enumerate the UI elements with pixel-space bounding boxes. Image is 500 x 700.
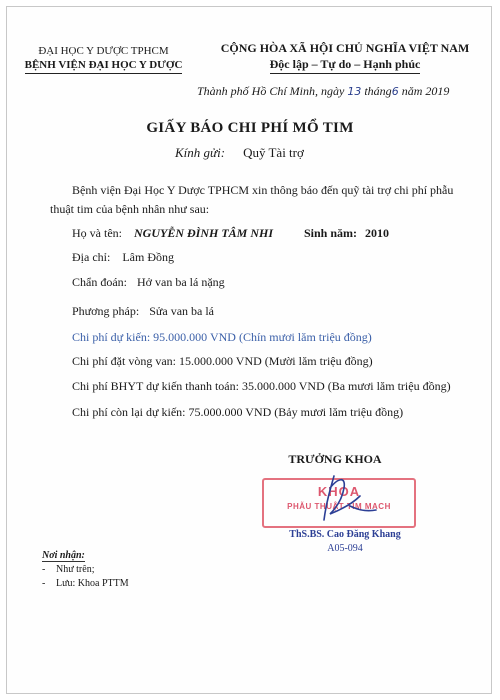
diagnosis-label: Chẩn đoán: (72, 275, 127, 289)
recipients-title: Nơi nhận: (42, 550, 85, 561)
ring-cost-words: (Mười lăm triệu đồng) (264, 354, 373, 368)
org-line-1: ĐẠI HỌC Y DƯỢC TPHCM (38, 45, 169, 57)
insurance-cost-row (72, 379, 451, 394)
ring-cost-label: Chi phí đặt vòng van: (72, 354, 176, 368)
doctor-code: A05-094 (327, 543, 363, 554)
insurance-cost-words: (Ba mươi lăm triệu đồng) (327, 379, 451, 393)
date-month-label: tháng (364, 84, 392, 98)
estimated-cost-label: Chi phí dự kiến: (72, 330, 151, 344)
diagnosis-value: Hở van ba lá nặng (137, 275, 225, 289)
recipient-item: - Như trên; (42, 564, 95, 575)
intro-line-1: Bệnh viện Đại Học Y Dược TPHCM xin thông báo đến quỹ tài trợ chi phí phẫu (72, 183, 454, 197)
intro-line-2: thuật tim của bệnh nhân như sau: (50, 202, 210, 216)
date-day: 13 (347, 85, 362, 98)
signer-role: TRƯỞNG KHOA (288, 452, 382, 466)
method-value: Sửa van ba lá (149, 304, 215, 318)
address-label: Địa chỉ: (72, 250, 111, 264)
stamp-line-1: KHOA (317, 484, 361, 499)
remaining-cost-words: (Bảy mươi lăm triệu đồng) (274, 405, 404, 419)
recipient-line (175, 145, 304, 161)
patient-name-label: Họ và tên: (72, 226, 122, 240)
method-row (72, 304, 214, 319)
org-line-2: BỆNH VIỆN ĐẠI HỌC Y DƯỢC (25, 58, 183, 74)
estimated-cost-words: (Chín mươi lăm triệu đồng) (238, 330, 372, 344)
document-title: GIẤY BÁO CHI PHÍ MỔ TIM (146, 120, 354, 136)
birth-year-row (304, 226, 389, 241)
insurance-cost-label: Chi phí BHYT dự kiến thanh toán: (72, 379, 239, 393)
birth-year-value: 2010 (365, 226, 390, 240)
date-month: 6 (391, 85, 399, 98)
remaining-cost-row (72, 405, 403, 420)
remaining-cost-label: Chi phí còn lại dự kiến: (72, 405, 186, 419)
insurance-cost-value: 35.000.000 VND (241, 379, 325, 393)
doctor-name: ThS.BS. Cao Đăng Khang (289, 529, 401, 540)
method-label: Phương pháp: (72, 304, 140, 318)
ring-cost-value: 15.000.000 VND (179, 354, 262, 368)
stamp-line-2: PHẪU THUẬT TIM MẠCH (287, 502, 391, 511)
date-year: năm 2019 (401, 84, 450, 98)
estimated-cost-row (72, 330, 372, 345)
nation-motto: Độc lập – Tự do – Hạnh phúc (270, 56, 421, 74)
date-prefix: Thành phố Hồ Chí Minh, ngày (197, 84, 345, 98)
address-row (72, 250, 174, 265)
recipient-item-1: Như trên; (56, 564, 95, 575)
document-page (6, 6, 492, 694)
patient-name-value: NGUYỄN ĐÌNH TÂM NHI (134, 226, 274, 240)
nation-line-1: CỘNG HÒA XÃ HỘI CHỦ NGHĨA VIỆT NAM (220, 41, 470, 55)
recipient-value: Quỹ Tài trợ (243, 145, 304, 160)
diagnosis-row (72, 275, 225, 290)
address-value: Lâm Đồng (122, 250, 174, 264)
patient-name-row (72, 226, 273, 241)
organization-header (16, 44, 191, 74)
handwritten-signature (300, 470, 390, 530)
recipient-item: - Lưu: Khoa PTTM (42, 578, 129, 589)
remaining-cost-value: 75.000.000 VND (188, 405, 272, 419)
nation-header (210, 40, 480, 74)
recipient-label: Kính gửi: (175, 145, 226, 160)
birth-year-label: Sinh năm: (304, 226, 358, 240)
date-line (197, 84, 449, 99)
recipient-item-2: Lưu: Khoa PTTM (56, 578, 129, 589)
ring-cost-row (72, 354, 373, 369)
estimated-cost-value: 95.000.000 VND (153, 330, 236, 344)
